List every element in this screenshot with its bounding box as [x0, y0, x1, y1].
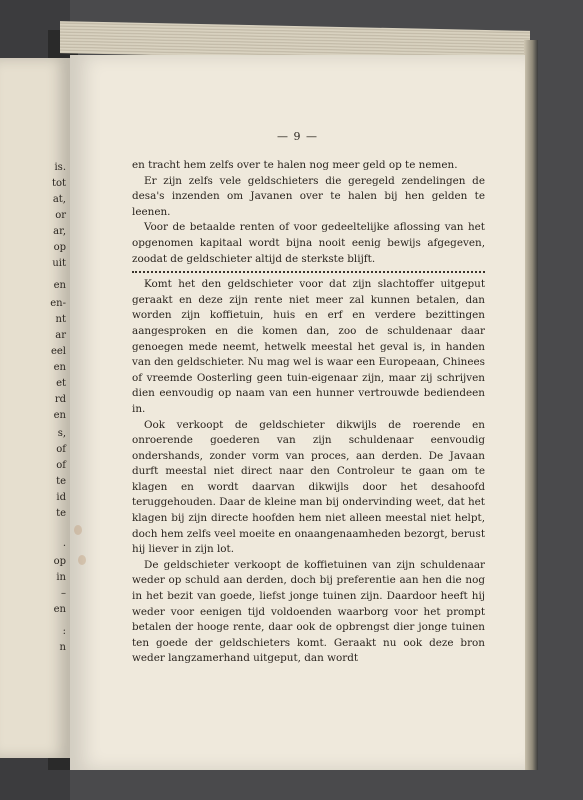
section-divider	[132, 271, 485, 273]
left-page-fragment: en	[53, 362, 66, 373]
document-page	[70, 55, 525, 770]
left-page-fragment: :	[62, 626, 66, 637]
left-page-fragment: op	[53, 556, 66, 567]
body-text	[132, 158, 485, 667]
left-page-fragment: te	[56, 508, 66, 519]
left-page-fragment: en	[53, 604, 66, 615]
left-page-fragment: op	[53, 242, 66, 253]
left-page-fragment: rd	[54, 394, 66, 405]
paragraph: Komt het den geldschieter voor dat zijn slachtoffer uitgeput geraakt en deze zijn rente niet meer zal kunnen betalen, dan worden zijn koffietuin, huis en erf en verdere bezittingen aangesproken en die komen dan, zoo de schuldenaar daar genoegen mede neemt, hetwelk meestal het geval is, in handen van den geldschieter. Nu mag wel is waar een Europeaan, Chinees of vreemde Oosterling geen tuin-eigenaar zijn, maar zij schrijven dien eenvoudig op naam van een hunner vertrouwde bediendeen in.	[132, 278, 485, 415]
paragraph: Ook verkoopt de geldschieter dikwijls de roerende en onroerende goederen van zijn schuldenaar eenvoudig ondershands, zonder vorm van proces, aan derden. De Javaan durft meestal niet direct naar den Controleur te gaan om te klagen en wordt daarvan dikwijls door het desahoofd teruggehouden. Daar de kleine man bij ondervinding weet, dat het klagen bij zijn directe hoofden hem niet alleen meestal niet helpt, doch hem zelfs veel moeite en onaangenaamheden bezorgt, berust hij liever in zijn lot.	[132, 418, 485, 556]
foxing-spot	[78, 555, 86, 565]
paragraph: Er zijn zelfs vele geldschieters die geregeld zendelingen de desa's inzenden om Javanen over te halen bij hen gelden te leenen.	[132, 174, 485, 218]
paragraph: Voor de betaalde renten of voor gedeeltelijke aflossing van het opgenomen kapitaal wordt bijna nooit eenig bewijs afgegeven, zoodat de geldschieter altijd de sterkste blijft.	[132, 221, 485, 265]
left-page-fragment: is.	[54, 162, 66, 173]
left-page-fragment: at,	[52, 194, 66, 205]
page-number: — 9 —	[277, 130, 318, 143]
foxing-spot	[74, 525, 82, 535]
left-page-fragment: en	[53, 410, 66, 421]
book-fore-edge	[524, 40, 538, 770]
left-page-fragment: tot	[51, 178, 66, 189]
left-page-fragment: n	[59, 642, 66, 653]
left-page-fragment: ar,	[53, 226, 66, 237]
paragraph: De geldschieter verkoopt de koffietuinen van zijn schuldenaar weder op schuld aan derden, doch bij preferentie aan hen die nog in het bezit van goede, liefst jonge tuinen zijn. Daardoor heeft hij weder voor eenigen tijd voldoenden waarborg voor het prompt betalen der hooge rente, daar ook de opbrengst dier jonge tuinen ten goede der geldschieters komt. Geraakt nu ook deze bron weder langzamerhand uitgeput, dan wordt	[132, 558, 485, 665]
left-page-fragment: en	[53, 280, 66, 291]
left-page-fragment: s,	[57, 428, 66, 439]
left-page-fragment: uit	[52, 258, 66, 269]
left-page-fragment: in	[56, 572, 66, 583]
left-page-fragment: id	[56, 492, 66, 503]
left-page-fragment: ar	[55, 330, 66, 341]
left-page-fragment: eel	[50, 346, 66, 357]
left-facing-page	[0, 58, 70, 758]
paragraph: en tracht hem zelfs over te halen nog meer geld op te nemen.	[132, 159, 458, 171]
left-page-fragment: or	[55, 210, 66, 221]
left-page-fragment: en-	[50, 298, 66, 309]
left-page-fragment: of	[56, 444, 66, 455]
left-page-fragment: of	[56, 460, 66, 471]
left-page-fragment: nt	[55, 314, 66, 325]
left-page-fragment: te	[56, 476, 66, 487]
left-page-fragment: .	[62, 538, 66, 549]
left-page-fragment: –	[61, 588, 66, 599]
left-page-fragment: et	[56, 378, 66, 389]
